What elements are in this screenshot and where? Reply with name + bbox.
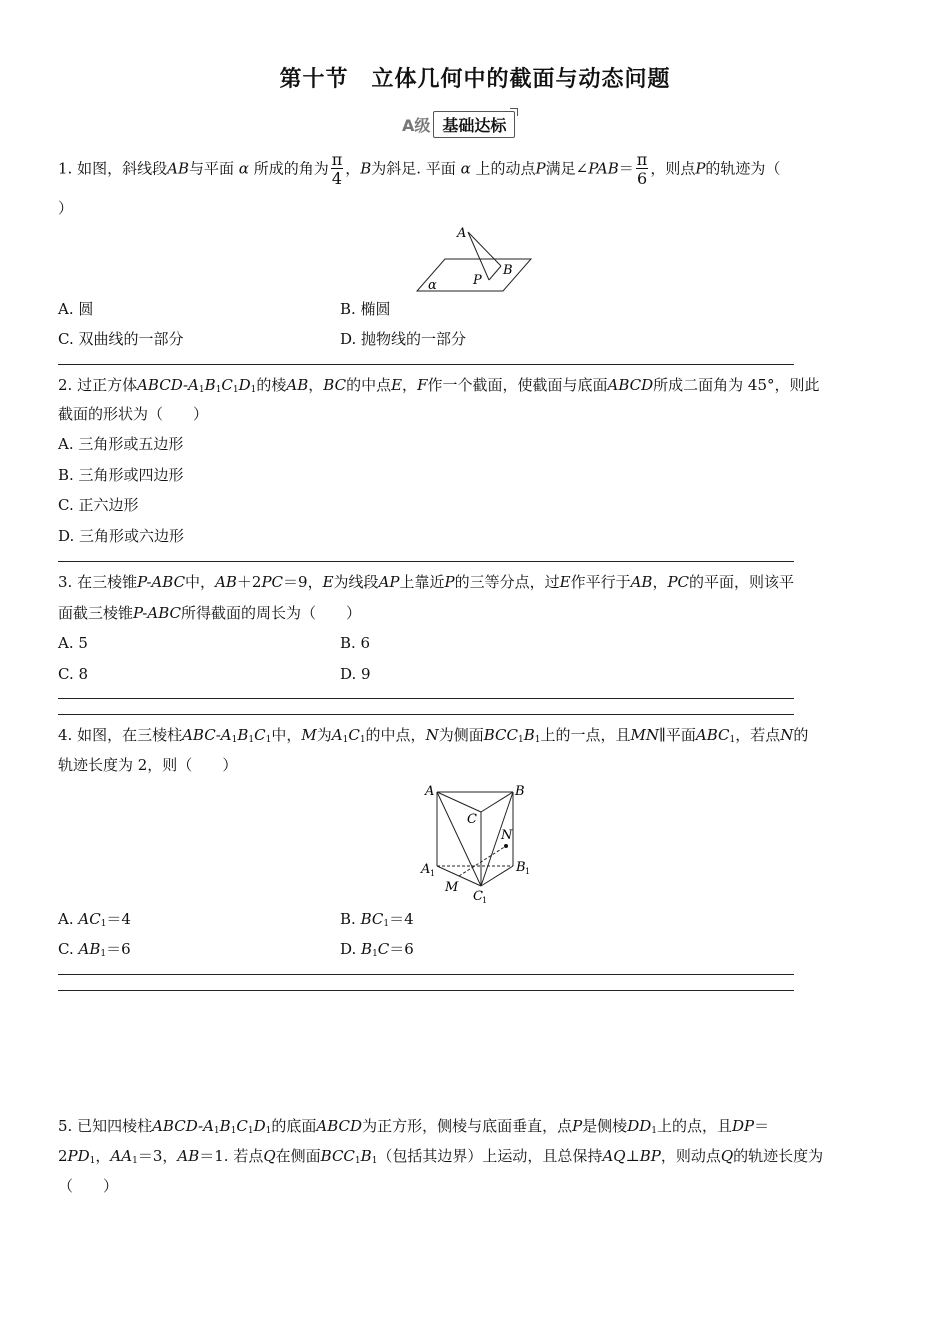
q4-option-d[interactable]: D. $B_1C=6$ — [340, 940, 414, 959]
label-B1: B — [516, 860, 526, 875]
label-M: M — [445, 880, 459, 895]
q3-option-a[interactable]: A. 5 — [58, 634, 88, 652]
q1-option-d[interactable]: D. 抛物线的一部分 — [340, 330, 467, 348]
answer-line — [58, 364, 794, 365]
answer-line — [58, 698, 794, 699]
q2-option-a[interactable]: A. 三角形或五边形 — [58, 435, 184, 453]
question-5-text-line3: （ ） — [58, 1177, 119, 1195]
label-A1-sub: 1 — [430, 869, 436, 878]
q1-option-c[interactable]: C. 双曲线的一部分 — [58, 330, 184, 348]
label-N: N — [501, 828, 513, 843]
question-4-text-line2: 轨迹长度为 2，则（ ） — [58, 756, 238, 774]
q4-option-a[interactable]: A. $AC_1=4$ — [58, 910, 131, 929]
section-label: 基础达标 — [433, 111, 515, 138]
segment-AB — [468, 232, 501, 266]
q2-option-b[interactable]: B. 三角形或四边形 — [58, 466, 184, 484]
question-1-close-paren: ） — [58, 199, 74, 217]
figure-triangular-prism — [415, 780, 545, 910]
point-N — [504, 844, 508, 848]
q2-option-c[interactable]: C. 正六边形 — [58, 496, 139, 514]
label-B1-sub: 1 — [525, 867, 531, 876]
question-3-text: 3. 在三棱锥P-ABC中，AB＋2PC＝9，E为线段AP上靠近P的三等分点，过E作平行于AB，PC的平面，则该平 — [58, 573, 795, 591]
label-alpha: α — [428, 278, 437, 293]
question-5-text-line2: $2PD_1$，$AA_1=3$，AB＝1. 若点Q在侧面$BCC_1B_1$（包括其边界）上运动，且总保持AQ⊥BP，则动点Q的轨迹长度为 — [58, 1147, 824, 1166]
label-A: A — [457, 226, 467, 241]
answer-line — [58, 561, 794, 562]
question-5-text: 5. 已知四棱柱ABCD-$A_1B_1C_1D_1$的底面ABCD为正方形，侧棱与底面垂直，点P是侧棱$DD_1$上的点，且DP＝ — [58, 1117, 770, 1136]
q4-option-b[interactable]: B. $BC_1=4$ — [340, 910, 414, 929]
question-4-text: 4. 如图，在三棱柱ABC-$A_1B_1C_1$中，M为$A_1C_1$的中点，N为侧面$BCC_1B_1$上的一点，且MN∥平面$ABC_1$，若点N的 — [58, 726, 809, 745]
label-A1: A — [421, 862, 431, 877]
segment-PB — [489, 266, 501, 280]
question-3-text-line2: 面截三棱锥P-ABC所得截面的周长为（ ） — [58, 604, 361, 622]
q1-option-b[interactable]: B. 椭圆 — [340, 300, 391, 318]
q3-option-b[interactable]: B. 6 — [340, 634, 371, 652]
page-title: 第十节 立体几何中的截面与动态问题 — [279, 67, 671, 92]
label-A: A — [425, 784, 435, 799]
label-P: P — [473, 273, 482, 288]
label-B: B — [503, 263, 513, 278]
label-C: C — [467, 812, 477, 827]
q3-option-d[interactable]: D. 9 — [340, 665, 371, 683]
answer-line — [58, 974, 794, 975]
answer-line — [58, 990, 794, 991]
q2-option-d[interactable]: D. 三角形或六边形 — [58, 527, 185, 545]
question-1-text: 1. 如图，斜线段AB与平面 α 所成的角为 $\frac{\pi}{4}$ ，B为斜足. 平面 α 上的动点P满足∠PAB＝ $\frac{\pi}{6}$ ，则点P的轨迹为（ — [58, 150, 781, 188]
question-2-text: 2. 过正方体ABCD-$A_1B_1C_1D_1$的棱AB，BC的中点E，F作一个截面，使截面与底面ABCD所成二面角为 45°，则此 — [58, 376, 820, 395]
level-label: A级 — [402, 115, 431, 135]
question-2-text-line2: 截面的形状为（ ） — [58, 405, 209, 423]
q4-option-c[interactable]: C. $AB_1=6$ — [58, 940, 131, 959]
level-badge — [402, 111, 515, 137]
label-B: B — [515, 784, 525, 799]
label-C1-sub: 1 — [482, 896, 488, 905]
answer-line — [58, 714, 794, 715]
label-C1: C — [473, 889, 483, 904]
fraction-pi-6: $\frac{\pi}{6}$ — [636, 150, 648, 188]
fraction-pi-4: $\frac{\pi}{4}$ — [331, 150, 343, 188]
q1-option-a[interactable]: A. 圆 — [58, 300, 94, 318]
figure-plane-oblique-segment — [415, 222, 540, 294]
q3-option-c[interactable]: C. 8 — [58, 665, 89, 683]
